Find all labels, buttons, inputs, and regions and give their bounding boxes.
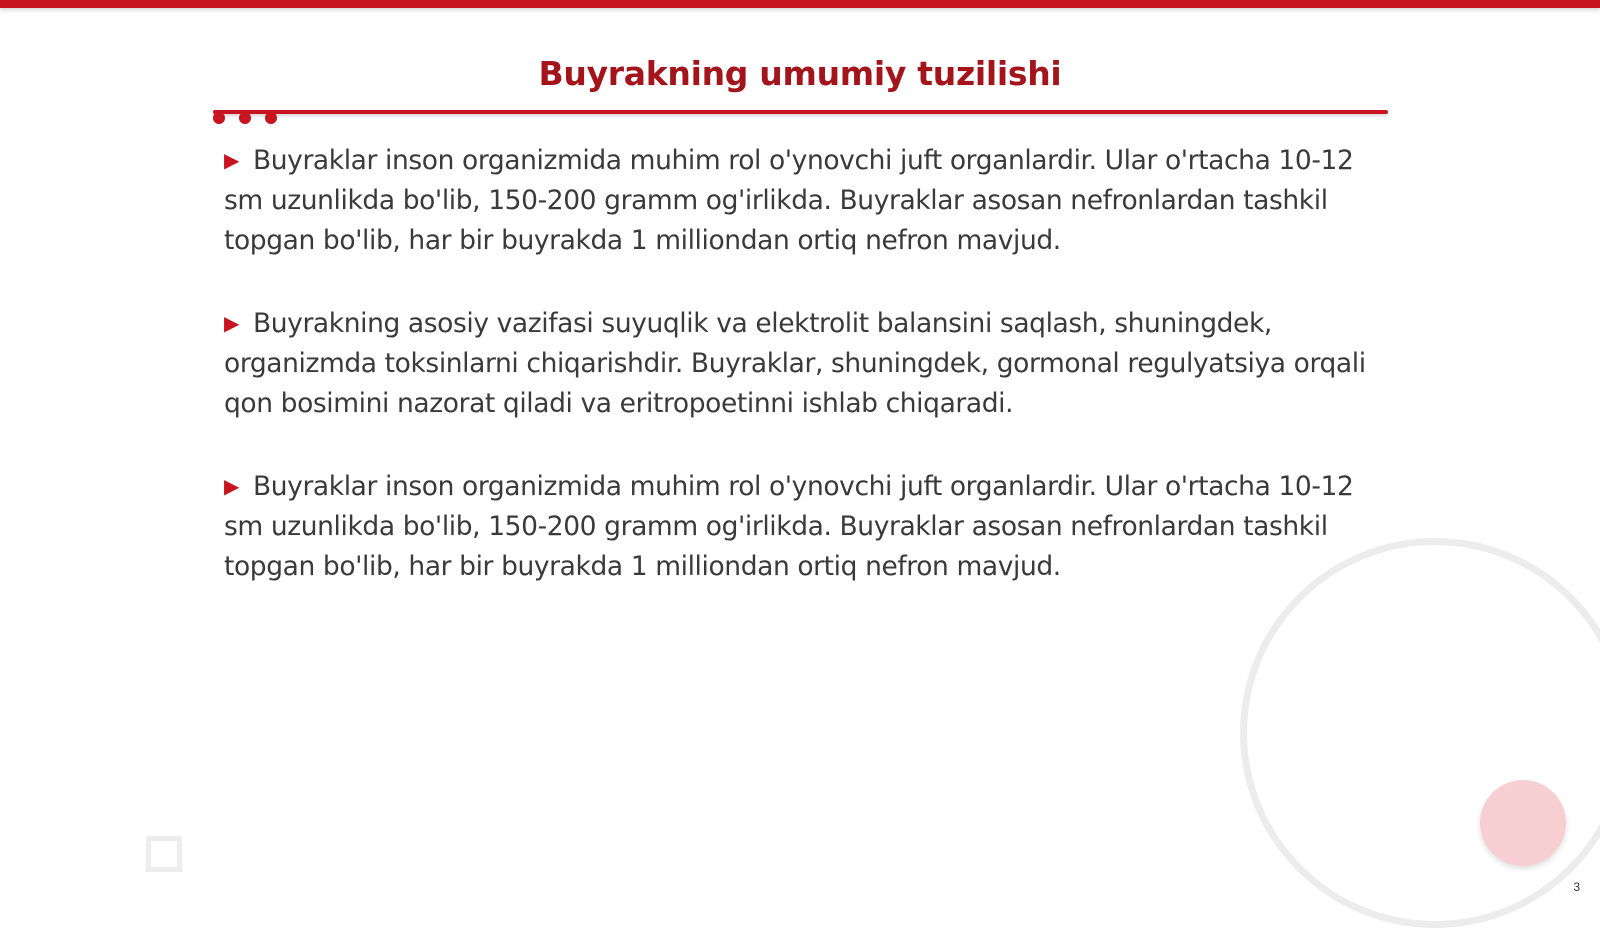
slide-title: Buyrakning umumiy tuzilishi	[538, 54, 1062, 93]
bullet-paragraph-3	[224, 466, 1384, 587]
bullet-paragraph-2	[224, 303, 1384, 424]
decorative-dot-1	[213, 112, 225, 124]
top-accent-bar	[0, 0, 1600, 8]
triangle-right-icon: ▶	[224, 311, 239, 335]
decorative-ring	[1240, 538, 1600, 928]
decorative-square	[146, 836, 182, 872]
decorative-dot-2	[239, 112, 251, 124]
decorative-pink-circle	[1480, 780, 1566, 866]
paragraph-text: Buyraklar inson organizmida muhim rol o'ynovchi juft organlardir. Ular o'rtacha 10-12 sm uzunlikda bo'lib, 150-200 gramm og'irlikda. Buyraklar asosan nefronlardan tashkil topgan bo'lib, har bir buyrakda 1 milliondan ortiq nefron mavjud.	[224, 471, 1354, 582]
slide-body	[224, 140, 1384, 629]
bullet-paragraph-1	[224, 140, 1384, 261]
paragraph-text: Buyraklar inson organizmida muhim rol o'ynovchi juft organlardir. Ular o'rtacha 10-12 sm uzunlikda bo'lib, 150-200 gramm og'irlikda. Buyraklar asosan nefronlardan tashkil topgan bo'lib, har bir buyrakda 1 milliondan ortiq nefron mavjud.	[224, 145, 1354, 256]
paragraph-text: Buyrakning asosiy vazifasi suyuqlik va elektrolit balansini saqlash, shuningdek, organizmda toksinlarni chiqarishdir. Buyraklar, shuningdek, gormonal regulyatsiya orqali qon bosimini nazorat qiladi va eritropoetinni ishlab chiqaradi.	[224, 308, 1366, 419]
page-number: 3	[1573, 880, 1580, 894]
decorative-dot-3	[265, 112, 277, 124]
title-underline	[213, 110, 1388, 114]
triangle-right-icon: ▶	[224, 148, 239, 172]
triangle-right-icon: ▶	[224, 474, 239, 498]
